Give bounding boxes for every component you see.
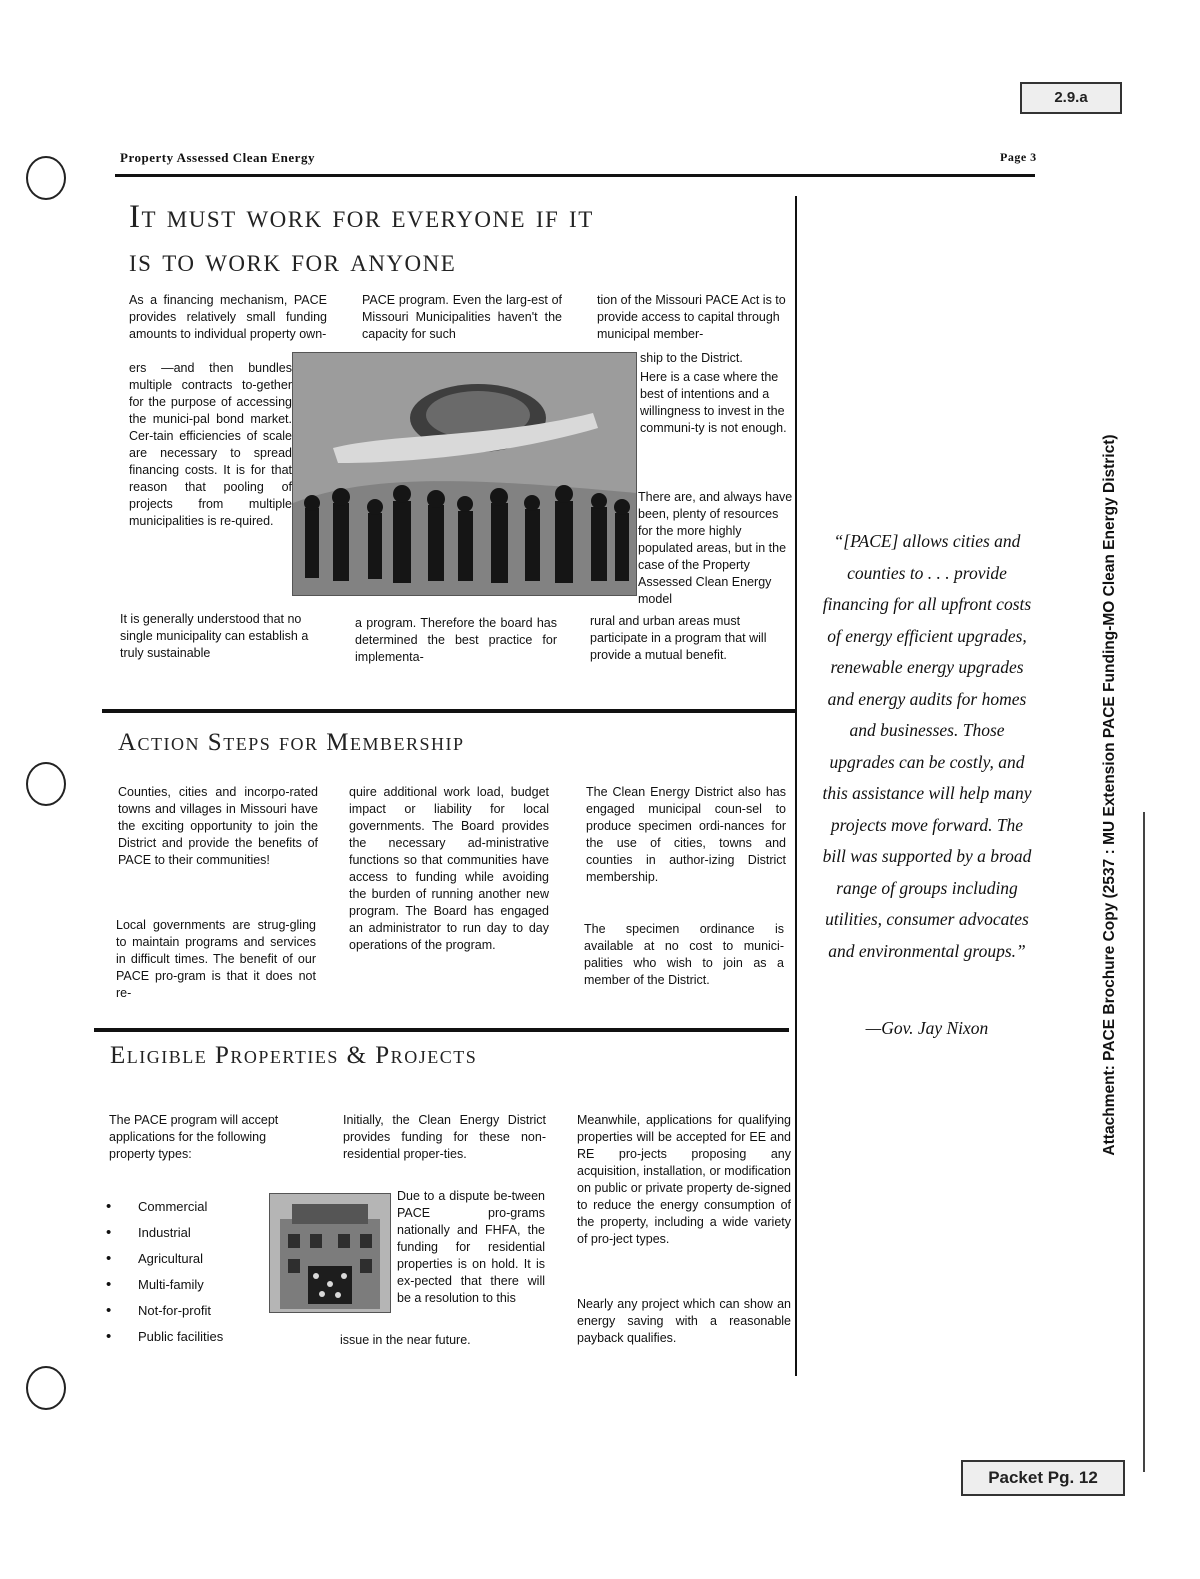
building-illustration: [270, 1194, 390, 1312]
property-type-item: • Multi-family: [106, 1272, 276, 1298]
section3-col2-bottom: issue in the near future.: [340, 1333, 471, 1347]
binder-hole-middle: [26, 762, 66, 806]
section3-col3-bottom: Nearly any project which can show an energy saving with a reasonable payback qualifies.: [577, 1297, 791, 1345]
section1-title-line2: is to work for anyone: [129, 243, 457, 279]
section2-col3-top: The Clean Energy District also has engaged municipal coun-sel to produce specimen ordi-nances for the use of cities, towns and counties in author-izing District membership.: [586, 785, 786, 884]
section3-title: Eligible Properties & Projects: [110, 1042, 478, 1069]
property-type-item: • Commercial: [106, 1194, 276, 1220]
section3-col1-intro: The PACE program will accept applications for the following property types:: [109, 1113, 279, 1161]
packet-page-tag: [961, 1460, 1125, 1496]
hands-crowd-illustration: [293, 353, 636, 595]
binder-hole-top: [26, 156, 66, 200]
quote-attribution: —Gov. Jay Nixon: [865, 1018, 989, 1038]
section3-col2-wrap: Due to a dispute be-tween PACE pro-grams nationally and FHFA, the funding for residential properties is on hold. It is ex-pected that there will be a resolution to this: [397, 1189, 545, 1305]
section1-bottom-rule: [102, 709, 795, 713]
page-number: Page 3: [1000, 150, 1037, 164]
section2-col2: quire additional work load, budget impact or liability for local governments. The Board provides the necessary ad-ministrative functions so that communities have access to funding while avoiding the burden of running another new program. The Board has engaged an administrator to run day to day operations of the program.: [349, 785, 549, 952]
section1-col1-bottom: It is generally understood that no single municipality can establish a truly sustainable: [120, 612, 309, 660]
section2-col3-bottom: The specimen ordinance is available at no cost to munici-palities who wish to join as a member of the District.: [584, 922, 784, 987]
section1-col1-wrap: ers —and then bundles multiple contracts to-gether for the purpose of accessing the munici-pal bond market. Cer-tain efficiencies of scale are necessary to spread financing costs. It is for that reason that pooling of projects from multiple municipalities is re-quired.: [129, 361, 292, 528]
attachment-label: Attachment: PACE Brochure Copy (2537 : MU Extension PACE Funding-MO Clean Energy District): [1101, 434, 1118, 1156]
running-header-title: Property Assessed Clean Energy: [120, 150, 315, 165]
section2-bottom-rule: [94, 1028, 789, 1032]
property-type-item: • Not-for-profit: [106, 1298, 276, 1324]
section1-col3-bottom: rural and urban areas must participate in a program that will provide a mutual benefit.: [590, 614, 767, 662]
pull-quote: “[PACE] allows cities and counties to . . . provide financing for all upfront costs of energy efficient upgrades, renewable energy upgrades and energy audits for homes and businesses. Those upgrades can be costly, and this assistance will help many projects move forward. The bill was supported by a broad range of groups including utilities, consumer advocates and environmental groups.”: [822, 531, 1032, 961]
section1-col2-top: PACE program. Even the larg-est of Missouri Municipalities haven't the capacity for such: [362, 293, 562, 341]
property-type-item: • Industrial: [106, 1220, 276, 1246]
packet-page-text: Packet Pg. 12: [988, 1468, 1098, 1487]
section1-col1-top: As a financing mechanism, PACE provides relatively small funding amounts to individual property own-: [129, 293, 327, 341]
property-types-list: [106, 1194, 276, 1350]
property-type-item: • Agricultural: [106, 1246, 276, 1272]
section1-col3-top: tion of the Missouri PACE Act is to provide access to capital through municipal member-: [597, 293, 786, 341]
binder-hole-bottom: [26, 1366, 66, 1410]
section-tag: [1020, 82, 1122, 114]
section2-col1-bottom: Local governments are strug-gling to maintain programs and services in difficult times. The benefit of our PACE pro-gram is that it does not re-: [116, 918, 316, 1000]
section1-title-line1: It must work for everyone if it: [129, 199, 594, 235]
section2-col1-top: Counties, cities and incorpo-rated towns and villages in Missouri have the exciting opportunity to join the District and provide the benefits of PACE to their communities!: [118, 785, 318, 867]
building-photo: [269, 1193, 391, 1313]
section1-col3-case: Here is a case where the best of intentions and a willingness to invest in the communi-ty is not enough.: [640, 370, 787, 435]
section3-col3-top: Meanwhile, applications for qualifying properties will be accepted for EE and RE pro-jects proposing any acquisition, installation, or modification on public or private property de-signed to reduce the energy consumption of the property, including a wide variety of pro-ject types.: [577, 1113, 791, 1246]
header-rule: [115, 174, 1035, 177]
section1-col2-bottom: a program. Therefore the board has determined the best practice for implementa-: [355, 616, 557, 664]
section1-col3-resources: There are, and always have been, plenty of resources for the more highly populated areas, but in the case of the Property Assessed Clean Energy model: [638, 490, 793, 606]
right-margin-line: [1143, 812, 1145, 1472]
section3-col2-top: Initially, the Clean Energy District provides funding for these non-residential proper-ties.: [343, 1113, 546, 1161]
property-type-item: • Public facilities: [106, 1324, 276, 1350]
section1-col3-ship: ship to the District.: [640, 351, 743, 365]
section2-title: Action Steps for Membership: [118, 729, 465, 756]
column-divider: [795, 196, 797, 1376]
hands-crowd-photo: [292, 352, 637, 596]
section-tag-text: 2.9.a: [1054, 89, 1088, 106]
